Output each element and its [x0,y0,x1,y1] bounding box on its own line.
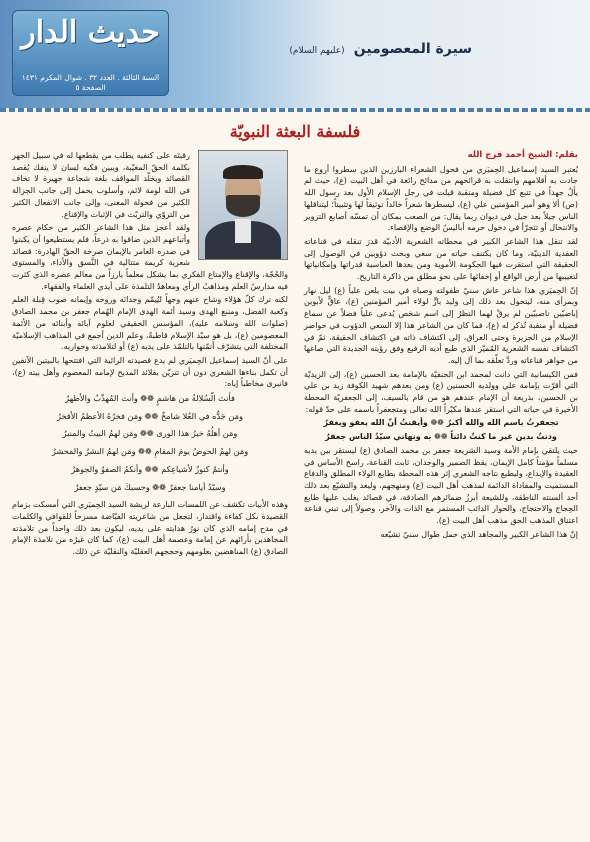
paragraph: لكنه ترك كلّ هؤلاء وشاح عنهم وجهاً ليُيمّم وجدانَه وروحه وإيمانه صوب قِبلة العلم وكعبة الفضل، ومنبع الهدى وسيد أئمة الهدى الإمام الهُمام جعفر بن محمد الصادق (صلوات الله وسلامه عليه)، المؤسس الحقيقي لعلوم آبائه وأبنائه من الأئمة المعصومين (ع)، بل هو سيّد الإسلام قاطبةً، وعلم الدين أجمع في المذاهب الإسلاميّة المختلفة التي يتشرّف أتمّتها بالتلمّذ على يديه (ع) أو لتلامذته وحواريه. [12,295,288,352]
verse-line: تجعفرتُ باسم الله والله أكبرُ ❁❁ وأيقنتُ أنّ الله يعفو ويغفرُ [323,418,559,428]
verse-line: وأنتمْ كنوزٌ لأشياعِكم ❁❁ وأنكمُ الصفوُ والجوهرُ [71,463,229,474]
paragraph: رقبتَه على كتفيه يطلب من يقطعها له في سبيل الجهر بكلمة الحقّ المغيّبة، ويبين فكيه لسان لا ينفك يُقصد القصائد ويخلّد المواقف بلغة شجاعة جهيرة لا تخاف في الله لومة لائم، وأسلوب يحمل إلى جانب الجزالة الكثير من فحولة المعنى، وإلى جانب الانفعال الكثير من التروّي والتريّث في الإثبات والإقناع. [12,151,190,219]
verse-line: ومَن لهمُ الحوضُ يومَ المقامِ ❁❁ ومَن لهمُ النشرُ والمحشرُ [51,446,249,457]
logo-title: حديث الدار [21,15,160,50]
section-title: سيرة المعصومين [353,41,472,57]
right-column [304,150,578,543]
article-title: فلسفة البعثة النبويّة [229,122,361,141]
paragraph: فمن الكيسانية التي دانت لمحمد ابن الحنفيّة بالإمامة بعد الحسين (ع)، إلى الزيديّة التي أقرّت بإمامة علي وولديه الحسنين (ع) ومن بعدهم شهيد الكوفة زيد بن علي بن الحسين، بذريعة أن الإمام عندهم هو من قام بالسيف، إلى الجعفريّة المحطة الأخيرة في حياته التي استقر عندها مكبّراً الله تعالى ومتجعفراً باسمه على حدّ قوله: [304,369,578,414]
verse-line: ومَن أهلُهُ خيرُ هذا الورى ❁❁ ومَن لهمُ البيتُ والمنبرُ [62,428,238,439]
header-ornament-divider [0,108,590,112]
page-number: الصفحة ٥ [75,83,106,92]
paragraph: إنّ الحِميَري هذا شاعر عاش سنيّ طفولته وصباه في بيت يلعن علياً (ع) ليل نهار وبمرأى منه، ليتحول بعد ذلك إلى وليد بارٍّ لولاء أمير المؤمنين (ع)، عاقٍّ لأبوين إباضيّين ناصبيّين لم يرقْ لهما النظرُ إلى اسم شخص يُدعى علياً فضلاً عن سماع فضيلة أو منقبة تُذكر له (ع)، فما كان من الشاعر هذا إلا السعي الدؤوب في حواضر الإسلام من الجزيرة وحتى العراق، إلى اكتشاف ذاته في اكتشاف الحقيقة، ثمّ في اكتشاف نفسه الشعرية المُميّز الذي طبع أديه الرفيع وفق رؤيته الجديدة التي صاغها من جواهر قناعاته وردَّ تعلّقه بما آل إليه. [304,285,578,365]
verse-line: ومَن جَدُّه في العُلا شامخٌ ❁❁ ومَن فخرُهُ الأعظمُ الأفخرُ [57,410,243,421]
poem-verses [12,393,288,493]
paragraph: ولقد أعجز مثل هذا الشاعر الكثير من حكام عصره وأتباعهم الذين ضاقوا به ذرعاً، فلم يستطيعوا أن يكبتوا في صدره العامر بالإيمان صرخة الحقّ الهادرة: قصائد شعرية كريمة متتالية في النَّسق والأداء، والمستوى والحُجّة، والإقناع والإمتاع الفكري بما يشكل معلماً بارزاً من معالم عصره الذي كثرت فيه مدارسُ العلم ومذاهبُ الرأي ومعاهدُ التلمذة على أيدي العلماء والفقهاء. [12,223,288,291]
section-heading [289,38,472,57]
issue-info: السنة الثالثة . العدد ٣٢ . شوال المكرم ١٤٣١ [21,73,160,82]
magazine-logo [12,10,169,96]
author-byline: بقلم: الشيخ أحمد فرج الله [467,150,578,160]
paragraph: حيث يلتقي بإمام الأمة وسيد الشريعة جعفر بن محمد الصادق (ع) ليستقر بين يديه مسلماً مؤمناً كامل الإيمان، يقظ الضمير والوجدان، ثابت القناعة، راسخ الأساس في العقيدة والإبداع، وليطبع نتاجه الشعري إثر هذه المحطة بطابع الولاء المطلق والدفاع المستميت والمفاداة الدائمة لمذهب أهل البيت (ع) ومنهجهم، وليعد والتشيّع بعد ذلك أحد ألسنته الناطقة، وللشيعة أبرزُ ضمائرهم الصادقة، في قصائد يغلب عليها طابع الحِجاج والاحتجاج، والحوار الدائب المستمر مع الذات والآخر، وصولاً إلى تبني قناعة اعتناق المذهب الحق مذهب أهل البيت (ع). [304,445,578,526]
paragraph: يُعتبر السيد إسماعيل الحِميَري من فحول الشعراء البارزين الذين سطروا أروع ما جادت به أقلامهم وانتقلت به قرائحهم من مدائح رائعة في أهل البيت (ع)، حيث لم يألُ جهداً في تتبع كل فضيلة ومنقبة قيلت في رجل الإسلام الأول بعد رسول الله (ص) ألا وهو أمير المؤمنين علي (ع)، ليسطرها شعراً خالداً توثيقاً لها وتثبيتاً؛ ليتناقلها الناس جيلاً بعد جيل في ديوان ربما يقال: من الصعب بمكان أن تمسّه أصابع التزوير والانتحال أو تتجرّأ في دخول حرمه أباليسُ الوضع والإقصاء. [304,164,578,233]
paragraph: إنّ هذا الشاعر الكبير والمجاهد الذي حمل طوال سنيّ تشيّعه [380,529,578,539]
paragraph: لقد تنقل هذا الشاعر الكبير في محطاته الشعرية الأدبيّة قدرَ تنقله في قناعاته العقدية الدينيّة، وما كان يكتنف حياته من سعي وبحث دؤوبين في الوصول إلى الحقيقة التي استقرت فيها الحكومة الأموية ومن بعدها العباسية قدراتها وإمكانياتها لتغييبها من أرض الواقع أو إخفائها على نحو مطلق من ذاكرة التاريخ. [304,236,578,282]
section-subtitle: (عليهم السلام) [289,46,345,56]
page-header [0,0,590,108]
left-column [12,150,288,560]
verse-line: ودنتُ بدين غير ما كنتُ دائناً ❁❁ به ونهاني سيّدُ الناس جعفرُ [325,432,557,442]
paragraph: وهذه الأبيات تكشف عن اللمسات البارعة لريشة السيد الحِميَري التي أمسكت بزمام القصيدة بكل كفاءة واقتدار، لتجعل من شاعريته الفيّاضة مسرحاً للقوافي والكلمات في مدح إمامه الذي كان نورُ هدايته على يديه، ليكون بعد ذلك واحداً من تلامذته المجاهدين بأرائهم عن إمامة وعصمة أهل البيت (ع)، كما كان غيرُه من تلامذة الإمام الصادق (ع) المناهضين بعلومهم وحججهم العقليّة والنقليّة عن ذلك. [12,500,288,557]
verse-line: وسيّدُ أيامنا جعفرٌ ❁❁ وحسبكَ مَن سيّدٍ جعفرُ [74,481,226,492]
verse-line: فأنتَ الّسُلالةُ من هاشمٍ ❁❁ وأنتَ المُهذّبُ والأطهرُ [65,393,235,404]
paragraph: على أنّ السيد إسماعيل الحِميَري لم يدع قصيدته الرائية التي افتتحها بالبيتين الآنفين أن تكمل بناءها الشعري دون أن تتزيّن بقلائد المديح لإمامه المعصوم وأهل بيته (ع)، فانبرى مخاطباً إياه: [12,355,288,389]
author-portrait [198,150,288,260]
